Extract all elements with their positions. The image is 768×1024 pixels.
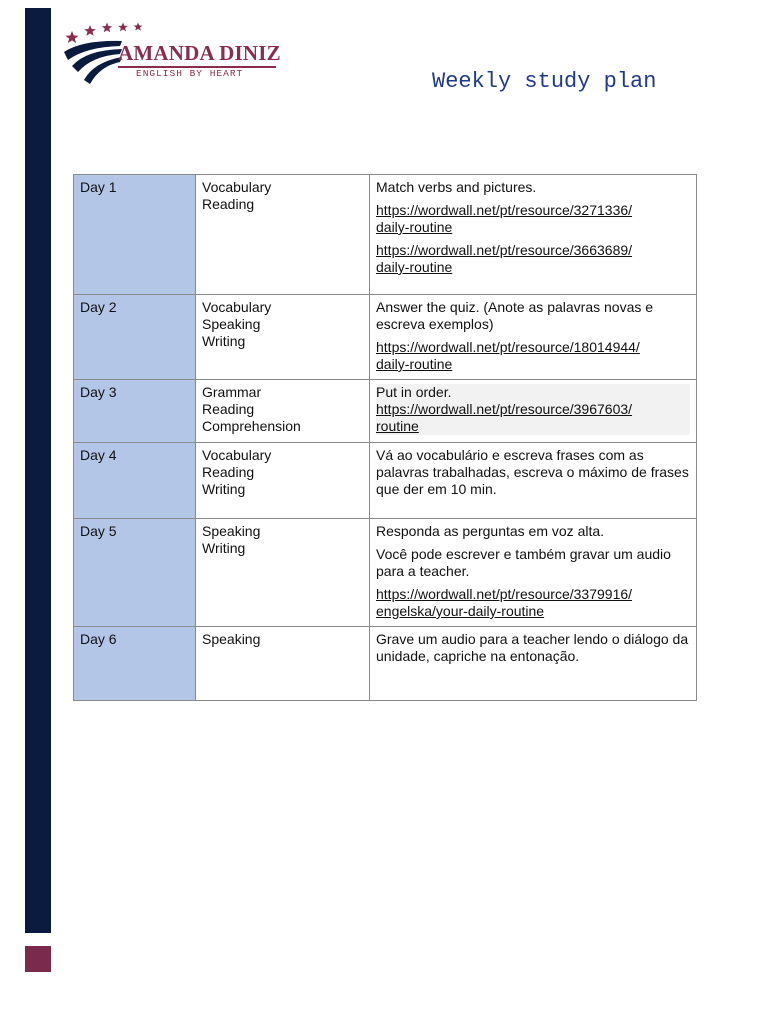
activity-cell	[370, 519, 697, 627]
table-row	[74, 519, 697, 627]
topics-cell	[196, 175, 370, 295]
resource-link[interactable]	[376, 339, 690, 373]
activity-cell	[370, 443, 697, 519]
link-line: https://wordwall.net/pt/resource/3379916/	[376, 586, 633, 602]
brand-name: AMANDA DINIZ	[118, 41, 281, 65]
table-row	[74, 380, 697, 443]
brand-tagline: ENGLISH BY HEART	[136, 68, 244, 79]
activity-text: Responda as perguntas em voz alta.	[376, 523, 605, 539]
activity-text: Vá ao vocabulário e escreva frases com as palavras trabalhadas, escreva o máximo de frases que der em 10 min.	[376, 447, 689, 497]
topics-cell	[196, 380, 370, 443]
day-cell	[74, 295, 196, 380]
link-line: routine	[376, 418, 419, 434]
day-label: Day 4	[80, 447, 117, 463]
topic: Speaking	[202, 631, 261, 647]
link-line: daily-routine	[376, 356, 453, 372]
topics-cell	[196, 295, 370, 380]
left-accent-bar	[25, 8, 51, 933]
day-label: Day 6	[80, 631, 117, 647]
topic: Vocabulary	[202, 179, 272, 195]
day-cell	[74, 519, 196, 627]
resource-link[interactable]	[376, 202, 690, 236]
page-title: Weekly study plan	[432, 69, 657, 94]
topic: Speaking	[202, 523, 261, 539]
day-label: Day 2	[80, 299, 117, 315]
activity-cell	[370, 175, 697, 295]
link-line: daily-routine	[376, 259, 453, 275]
day-cell	[74, 175, 196, 295]
link-line: https://wordwall.net/pt/resource/3271336/	[376, 202, 633, 218]
brand-logo	[62, 22, 282, 86]
activity-text: Grave um audio para a teacher lendo o diálogo da unidade, capriche na entonação.	[376, 631, 689, 664]
activity-highlight	[376, 384, 690, 435]
topic: Grammar	[202, 384, 262, 400]
topics-cell	[196, 627, 370, 701]
activity-text: Você pode escrever e também gravar um audio para a teacher.	[376, 546, 671, 579]
resource-link[interactable]	[376, 242, 690, 276]
topic: Vocabulary	[202, 447, 272, 463]
topic: Reading	[202, 464, 255, 480]
activity-text: Match verbs and pictures.	[376, 179, 537, 195]
bottom-accent-square	[25, 946, 51, 972]
study-plan-table	[73, 174, 697, 701]
topic: Writing	[202, 333, 246, 349]
topic: Speaking	[202, 316, 261, 332]
link-line: https://wordwall.net/pt/resource/18014944/	[376, 339, 640, 355]
day-cell	[74, 627, 196, 701]
resource-link[interactable]	[376, 401, 690, 435]
topics-cell	[196, 519, 370, 627]
table-row	[74, 295, 697, 380]
activity-cell	[370, 380, 697, 443]
topic: Reading	[202, 401, 255, 417]
day-label: Day 5	[80, 523, 117, 539]
table-row	[74, 175, 697, 295]
topic: Vocabulary	[202, 299, 272, 315]
activity-cell	[370, 627, 697, 701]
link-line: https://wordwall.net/pt/resource/3967603/	[376, 401, 633, 417]
link-line: daily-routine	[376, 219, 453, 235]
topic: Comprehension	[202, 418, 301, 434]
topic: Writing	[202, 540, 246, 556]
topic: Reading	[202, 196, 255, 212]
table-row	[74, 627, 697, 701]
topic: Writing	[202, 481, 246, 497]
topics-cell	[196, 443, 370, 519]
resource-link[interactable]	[376, 586, 690, 620]
day-cell	[74, 380, 196, 443]
table-row	[74, 443, 697, 519]
activity-cell	[370, 295, 697, 380]
activity-text: Answer the quiz. (Anote as palavras novas e escreva exemplos)	[376, 299, 654, 332]
link-line: engelska/your-daily-routine	[376, 603, 545, 619]
activity-text: Put in order.	[376, 384, 452, 400]
day-label: Day 1	[80, 179, 117, 195]
day-cell	[74, 443, 196, 519]
link-line: https://wordwall.net/pt/resource/3663689/	[376, 242, 633, 258]
day-label: Day 3	[80, 384, 117, 400]
